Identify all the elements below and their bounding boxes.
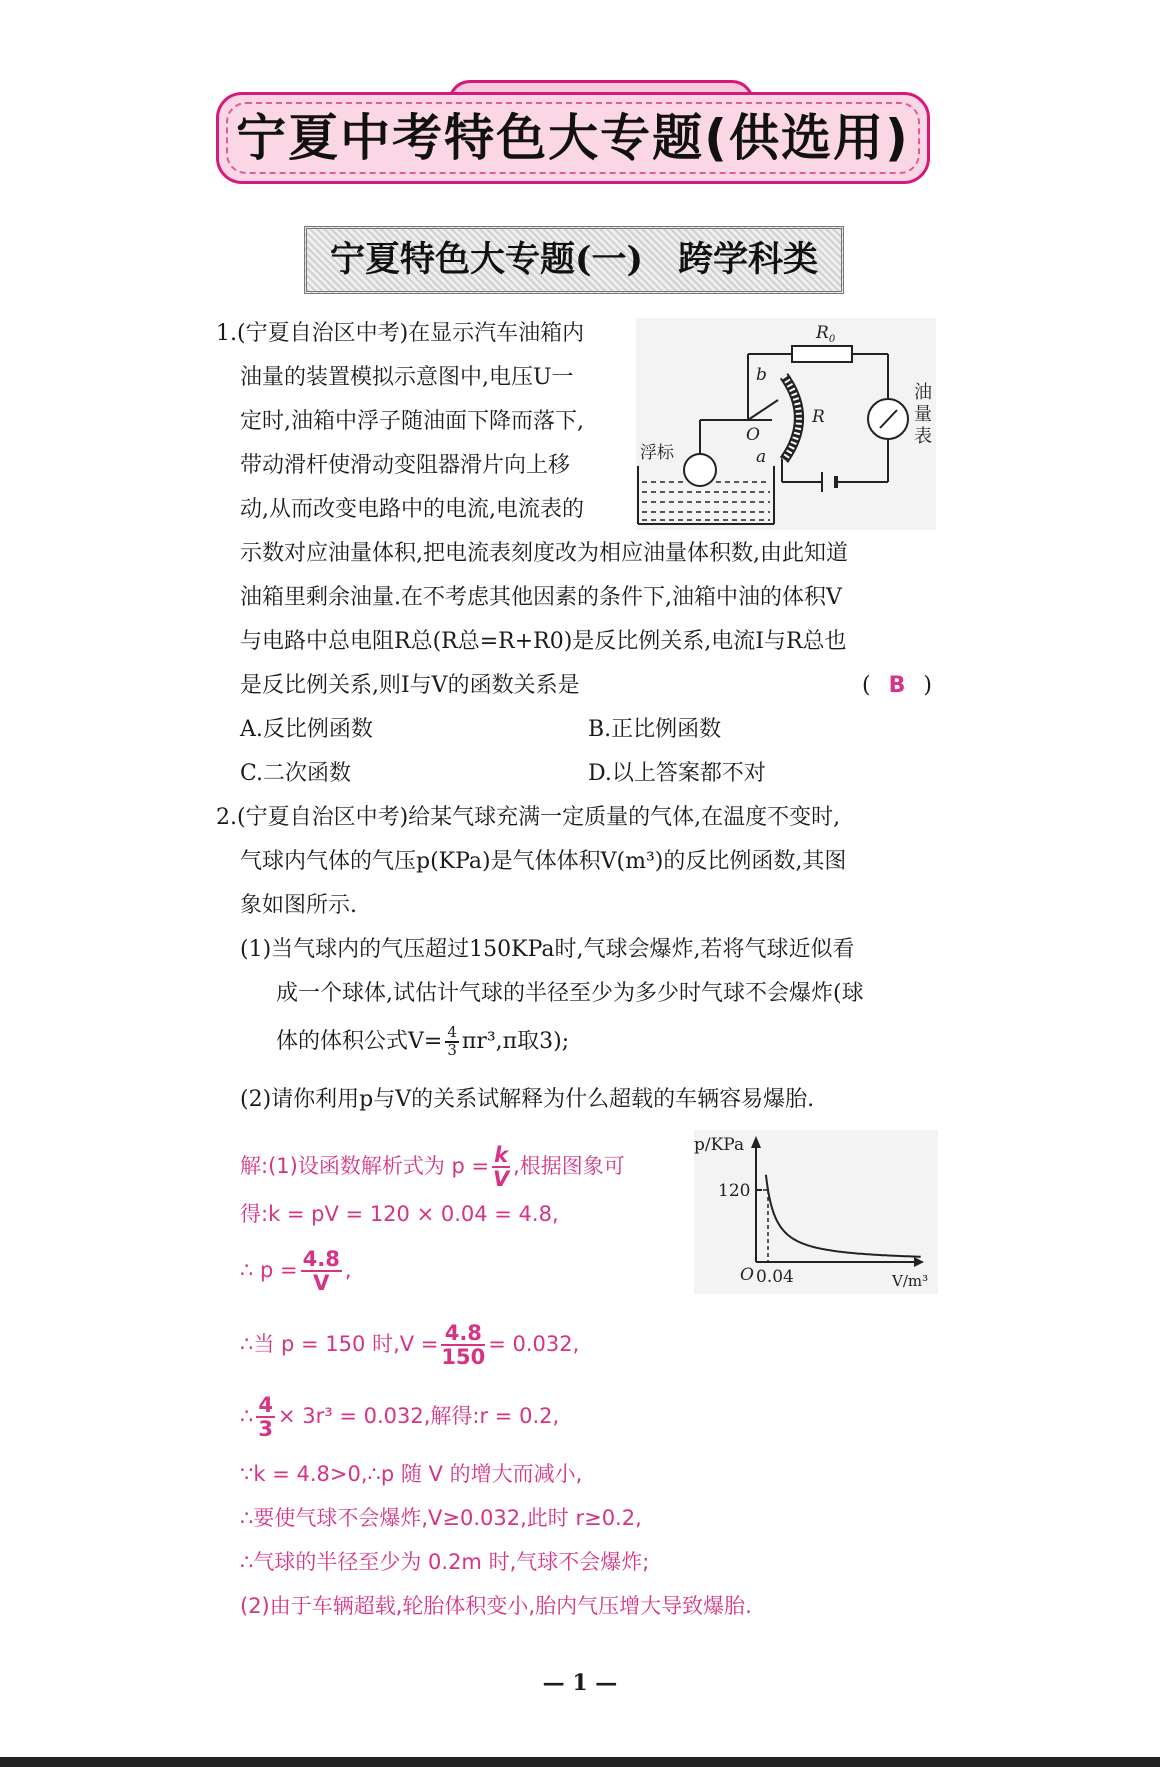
q2-sub1-line-2: 成一个球体,试估计气球的半径至少为多少时气球不会爆炸(球 — [276, 981, 864, 1006]
origin-label: O — [740, 1265, 754, 1285]
rheostat-r-label: R — [812, 407, 825, 427]
x-axis-label: V/m³ — [892, 1272, 929, 1290]
bottom-bar — [0, 1757, 1160, 1767]
x-tick-004: 0.04 — [756, 1267, 794, 1287]
q2-line-3: 象如图所示. — [240, 893, 357, 918]
solution-line-2: 得:k = pV = 120 × 0.04 = 4.8, — [240, 1202, 559, 1226]
point-o-label: O — [746, 425, 760, 445]
solution-line-6: ∵k = 4.8>0,∴p 随 V 的增大而减小, — [240, 1462, 583, 1486]
q1-option-a: A.反比例函数 — [240, 717, 373, 742]
q1-line-3: 定时,油箱中浮子随油面下降而落下, — [240, 409, 584, 434]
q1-line-6: 示数对应油量体积,把电流表刻度改为相应油量体积数,由此知道 — [240, 541, 848, 566]
solution-line-7: ∴要使气球不会爆炸,V≥0.032,此时 r≥0.2, — [240, 1506, 642, 1530]
banner-title: 宁夏中考特色大专题(供选用) — [236, 109, 910, 167]
pressure-volume-graph — [694, 1130, 938, 1294]
solution-line-3: ∴ p = $\frac{4.8}{V}$ , — [240, 1246, 352, 1295]
solution-line-8: ∴气球的半径至少为 0.2m 时,气球不会爆炸; — [240, 1550, 650, 1574]
q1-option-b: B.正比例函数 — [588, 717, 722, 742]
float-label: 浮标 — [640, 443, 674, 463]
r0-label: $R_0$ — [816, 323, 836, 345]
solution-line-1: 解:(1)设函数解析式为 p = $\frac{k}{V}$ ,根据图象可 — [240, 1142, 625, 1191]
q1-option-d: D.以上答案都不对 — [588, 761, 766, 786]
solution-line-9: (2)由于车辆超载,轮胎体积变小,胎内气压增大导致爆胎. — [240, 1594, 752, 1618]
q1-line-1: 1.(宁夏自治区中考)在显示汽车油箱内 — [216, 321, 585, 346]
y-tick-120: 120 — [718, 1181, 751, 1201]
q1-line-2: 油量的装置模拟示意图中,电压U一 — [240, 365, 574, 390]
q1-line-8: 与电路中总电阻R总(R总=R+R0)是反比例关系,电流I与R总也 — [240, 629, 847, 654]
solution-line-5: ∴ $\frac{4}{3}$ × 3r³ = 0.032,解得:r = 0.2, — [240, 1392, 560, 1441]
q1-line-4: 带动滑杆使滑动变阻器滑片向上移 — [240, 453, 571, 478]
q1-answer: B — [888, 673, 906, 698]
q2-line-2: 气球内气体的气压p(KPa)是气体体积V(m³)的反比例函数,其图 — [240, 849, 847, 874]
q1-line-9: 是反比例关系,则I与V的函数关系是 — [240, 673, 580, 698]
meter-label-1: 油 — [914, 382, 932, 403]
q2-sub2: (2)请你利用p与V的关系试解释为什么超载的车辆容易爆胎. — [240, 1087, 815, 1112]
q1-line-7: 油箱里剩余油量.在不考虑其他因素的条件下,油箱中油的体积V — [240, 585, 842, 610]
q2-sub1-line-3: 体的体积公式V= $\frac{4}{3}$ πr³,π取3); — [276, 1023, 570, 1059]
solution-line-4: ∴当 p = 150 时,V = $\frac{4.8}{150}$ = 0.032, — [240, 1320, 580, 1369]
meter-label-3: 表 — [914, 426, 932, 447]
q2-line-1: 2.(宁夏自治区中考)给某气球充满一定质量的气体,在温度不变时, — [216, 805, 841, 830]
fuel-gauge-circuit-diagram — [636, 318, 936, 530]
point-a-label: a — [756, 447, 767, 467]
page-number: — 1 — — [542, 1670, 618, 1696]
q2-sub1-line-1: (1)当气球内的气压超过150KPa时,气球会爆炸,若将气球近似看 — [240, 937, 855, 962]
q1-answer-bracket: ( B ) — [862, 673, 932, 698]
meter-label-2: 量 — [914, 404, 932, 425]
q1-option-c: C.二次函数 — [240, 761, 352, 786]
point-b-label: b — [756, 365, 767, 385]
y-axis-label: p/KPa — [694, 1135, 745, 1155]
q1-line-5: 动,从而改变电路中的电流,电流表的 — [240, 497, 584, 522]
section-title: 宁夏特色大专题(一) 跨学科类 — [329, 239, 819, 280]
